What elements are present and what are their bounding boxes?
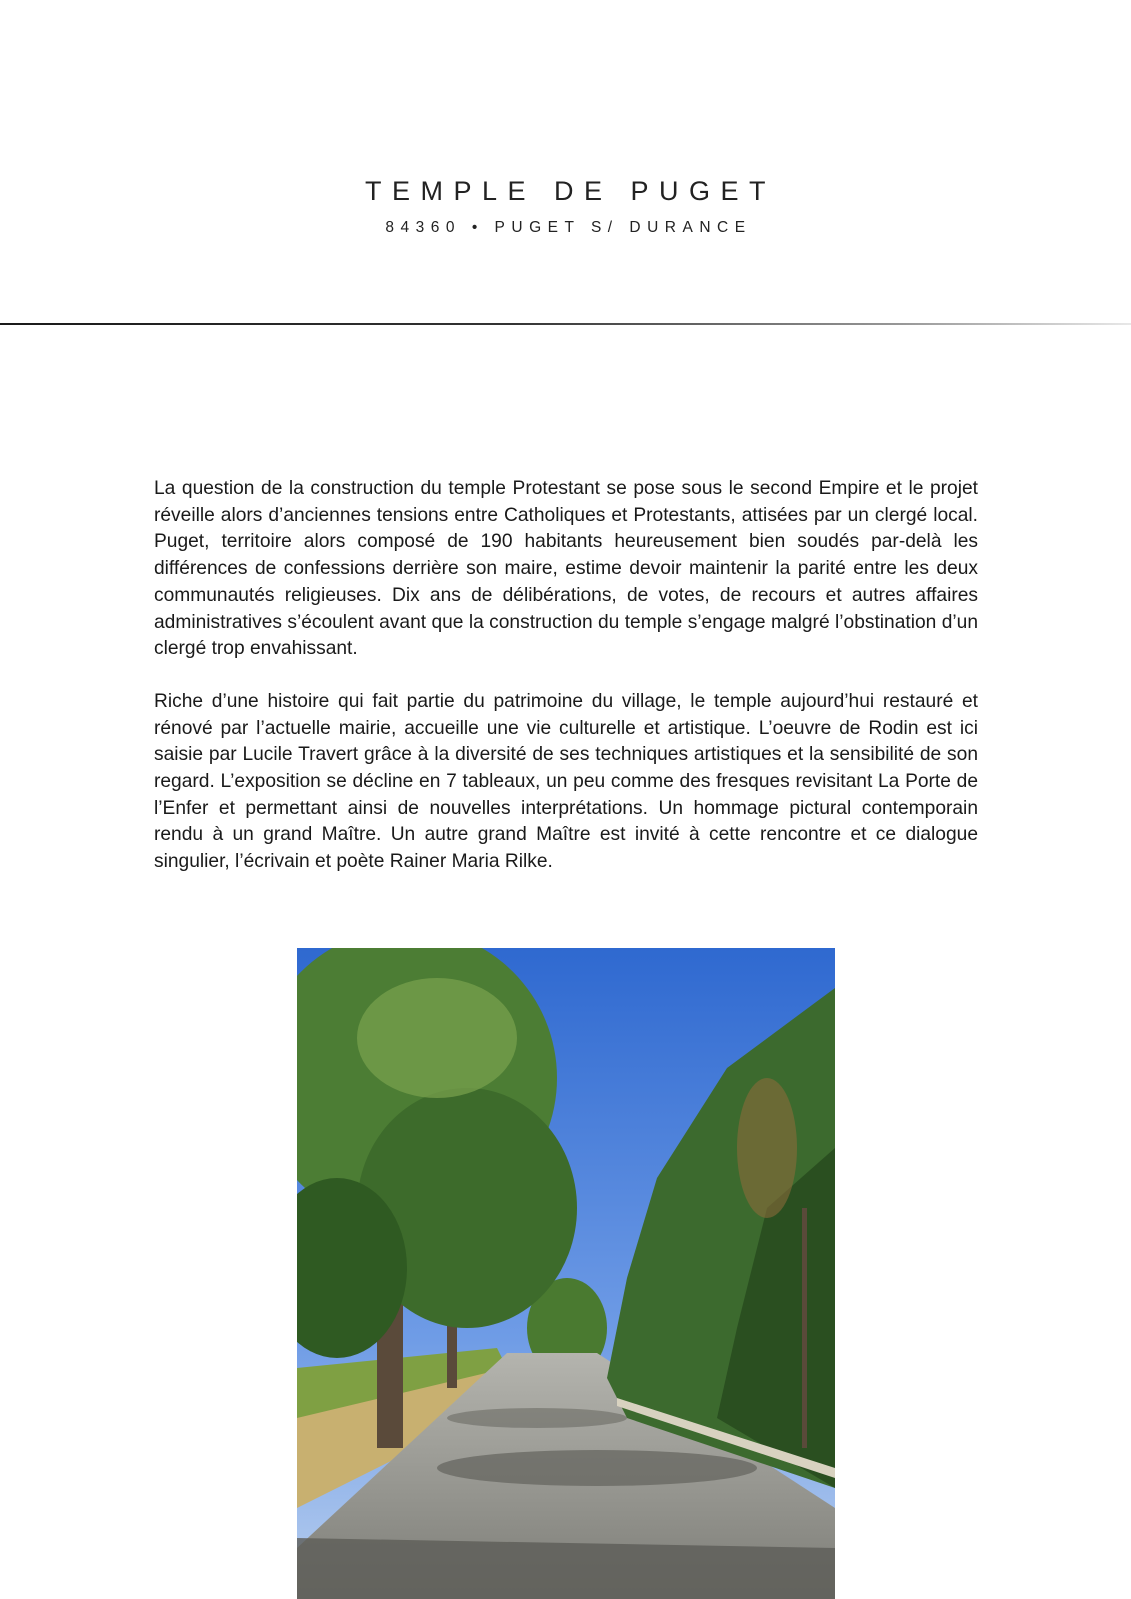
tree-lined-road-photo: [297, 948, 835, 1599]
paragraph-1: La question de la construction du temple Protestant se pose sous le second Empire et le projet réveille alors d’anciennes tensions entre Catholiques et Protestants, attisées par un clergé local. Puget, territoire alors composé de 190 habitants heureusement bien soudés par-delà les différences de confessions derrière son maire, estime devoir maintenir la parité entre les deux communautés religieuses. Dix ans de délibérations, de votes, de recours et autres affaires administratives s’écoulent avant que la construction du temple s’engage malgré l’obstination d’un clergé trop envahissant.: [154, 478, 978, 660]
road-shadow: [297, 1538, 835, 1599]
paragraph-2: Riche d’une histoire qui fait partie du patrimoine du village, le temple aujourd’hui restauré et rénové par l’actuelle mairie, accueille une vie culturelle et artistique. L’oeuvre de Rodin est ici saisie par Lucile Travert grâce à la diversité de ses techniques artistiques et la sensibilité de son regard. L’exposition se décline en 7 tableaux, un peu comme des fresques revisitant La Porte de l’Enfer et permettant ainsi de nouvelles interprétations. Un hommage pictural contemporain rendu à un grand Maître. Un autre grand Maître est invité à cette rencontre et ce dialogue singulier, l’écrivain et poète Rainer Maria Rilke.: [154, 690, 978, 873]
page-subtitle: 84360 • PUGET S/ DURANCE: [385, 219, 752, 236]
right-tree-dry: [737, 1078, 797, 1218]
road-shadow-patch: [437, 1450, 757, 1486]
photo-illustration: [297, 948, 835, 1599]
road-shadow-patch: [447, 1408, 627, 1428]
street-lamp: [802, 1208, 807, 1448]
page-title: TEMPLE DE PUGET: [364, 176, 777, 206]
left-tree-highlight: [357, 978, 517, 1098]
page-header: [0, 176, 1131, 237]
body-text: [154, 476, 978, 902]
header-divider: [0, 323, 1131, 325]
